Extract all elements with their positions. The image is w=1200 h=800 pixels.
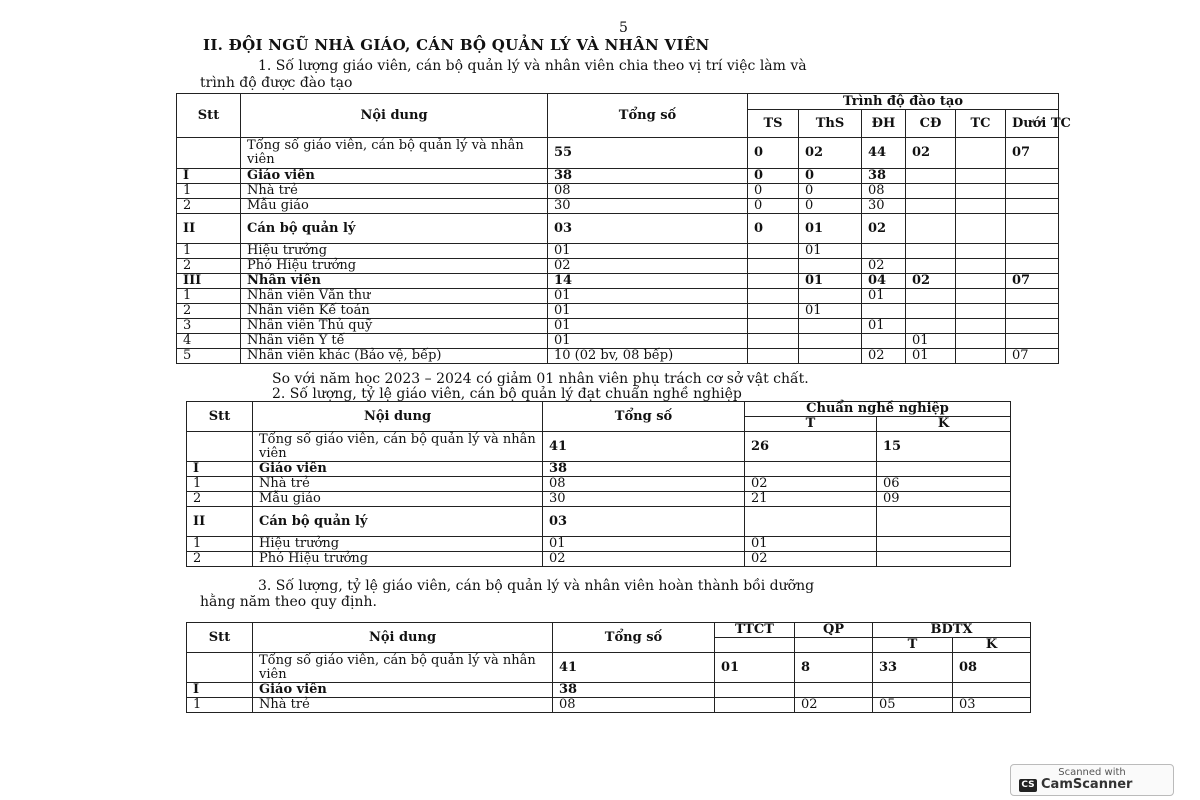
cell-value [877, 507, 1011, 537]
cell-value [748, 304, 799, 319]
cell-value: 03 [543, 507, 745, 537]
col-stt: Stt [177, 94, 241, 138]
col-total: Tổng số [548, 94, 748, 138]
watermark-top-text: Scanned with [1058, 767, 1126, 778]
cell-value [748, 274, 799, 289]
col-qp-blank [795, 638, 873, 653]
cell-stt: I [187, 462, 253, 477]
cell-stt: 2 [177, 259, 241, 274]
cell-content: Nhà trẻ [241, 184, 548, 199]
cell-value [745, 507, 877, 537]
cell-value: 0 [799, 169, 862, 184]
cell-value: 02 [799, 138, 862, 169]
table-row [187, 432, 1011, 462]
cell-value: 01 [543, 537, 745, 552]
col-k: K [953, 638, 1031, 653]
cell-value [745, 462, 877, 477]
cell-value [956, 319, 1006, 334]
cell-stt: 1 [177, 244, 241, 259]
cell-value: 0 [748, 184, 799, 199]
cell-value: 08 [543, 477, 745, 492]
cell-value [799, 319, 862, 334]
col-group-training: Trình độ đào tạo [748, 94, 1059, 110]
cell-stt: 1 [177, 184, 241, 199]
cell-value: 02 [795, 698, 873, 713]
cell-value [1006, 184, 1059, 199]
table-row [187, 683, 1031, 698]
table-row [177, 334, 1059, 349]
cell-value [862, 304, 906, 319]
cell-content: Nhân viên khác (Bảo vệ, bếp) [241, 349, 548, 364]
cell-content: Hiệu trưởng [241, 244, 548, 259]
cell-value: 0 [748, 138, 799, 169]
cell-value [1006, 319, 1059, 334]
cell-content: Tổng số giáo viên, cán bộ quản lý và nhân viên [253, 653, 553, 683]
cell-stt: 2 [177, 199, 241, 214]
cell-value: 09 [877, 492, 1011, 507]
cell-content: Mẫu giáo [241, 199, 548, 214]
col-total: Tổng số [553, 623, 715, 653]
cell-value [877, 537, 1011, 552]
cell-value: 30 [548, 199, 748, 214]
cell-value: 02 [745, 477, 877, 492]
cell-value: 0 [748, 199, 799, 214]
cell-value: 14 [548, 274, 748, 289]
col-group-standard: Chuẩn nghề nghiệp [745, 402, 1011, 417]
cell-value [748, 334, 799, 349]
cell-stt [177, 138, 241, 169]
cell-value [862, 334, 906, 349]
cell-value: 01 [548, 244, 748, 259]
cell-value: 26 [745, 432, 877, 462]
cell-content: Phó Hiệu trưởng [253, 552, 543, 567]
cell-value [795, 683, 873, 698]
cell-value [799, 259, 862, 274]
cell-value [862, 244, 906, 259]
cell-value: 01 [548, 304, 748, 319]
section2-title: 2. Số lượng, tỷ lệ giáo viên, cán bộ quản lý đạt chuẩn nghề nghiệp [272, 386, 742, 402]
cell-value: 01 [862, 289, 906, 304]
col-ts: TS [748, 110, 799, 138]
table-row [177, 304, 1059, 319]
cell-value: 06 [877, 477, 1011, 492]
cell-value [956, 244, 1006, 259]
table-row [177, 274, 1059, 289]
cell-value [1006, 199, 1059, 214]
col-t: T [873, 638, 953, 653]
cell-value: 07 [1006, 274, 1059, 289]
cell-value: 15 [877, 432, 1011, 462]
table-row [177, 184, 1059, 199]
cell-value: 01 [799, 274, 862, 289]
cell-value: 01 [862, 319, 906, 334]
cell-value: 01 [548, 319, 748, 334]
cell-value: 08 [953, 653, 1031, 683]
cell-stt: III [177, 274, 241, 289]
table-row [177, 169, 1059, 184]
col-cd: CĐ [906, 110, 956, 138]
col-total: Tổng số [543, 402, 745, 432]
cell-value: 02 [906, 274, 956, 289]
cell-value [956, 138, 1006, 169]
cell-value [748, 259, 799, 274]
col-content: Nội dung [253, 402, 543, 432]
cell-value [877, 462, 1011, 477]
table-row [187, 653, 1031, 683]
cell-value: 41 [543, 432, 745, 462]
cell-content: Phó Hiệu trưởng [241, 259, 548, 274]
table-row [187, 537, 1011, 552]
col-qp: QP [795, 623, 873, 638]
cell-value: 02 [543, 552, 745, 567]
cell-value: 07 [1006, 138, 1059, 169]
col-content: Nội dung [253, 623, 553, 653]
cell-value [799, 349, 862, 364]
page-number: 5 [619, 20, 628, 36]
cell-value [1006, 289, 1059, 304]
staff-qualification-table [176, 93, 1071, 364]
table-row [177, 244, 1059, 259]
cell-value: 0 [748, 169, 799, 184]
cell-value [1006, 334, 1059, 349]
table-row [177, 349, 1059, 364]
cell-value [906, 184, 956, 199]
cell-value [906, 259, 956, 274]
cell-value: 10 (02 bv, 08 bếp) [548, 349, 748, 364]
cell-value: 41 [553, 653, 715, 683]
cell-stt: 2 [187, 552, 253, 567]
section1-note: So với năm học 2023 – 2024 có giảm 01 nhân viên phụ trách cơ sở vật chất. [272, 371, 809, 387]
cell-stt [187, 432, 253, 462]
table-row [177, 214, 1059, 244]
col-ttct-blank [715, 638, 795, 653]
cell-value [715, 683, 795, 698]
cell-value: 0 [748, 214, 799, 244]
cell-value: 02 [906, 138, 956, 169]
cell-value [956, 184, 1006, 199]
cell-value [873, 683, 953, 698]
table-row [187, 477, 1011, 492]
cell-value [715, 698, 795, 713]
cell-value: 01 [906, 349, 956, 364]
table-row [187, 552, 1011, 567]
cell-content: Nhà trẻ [253, 698, 553, 713]
cell-value: 03 [953, 698, 1031, 713]
cell-value [1006, 304, 1059, 319]
cell-value: 02 [862, 214, 906, 244]
cell-value [906, 199, 956, 214]
section1-title-line2: trình độ được đào tạo [200, 75, 353, 91]
cell-content: Cán bộ quản lý [253, 507, 543, 537]
section3-title-line1: 3. Số lượng, tỷ lệ giáo viên, cán bộ quản lý và nhân viên hoàn thành bồi dưỡng [258, 578, 815, 594]
cell-value: 38 [553, 683, 715, 698]
cell-value: 55 [548, 138, 748, 169]
col-ths: ThS [799, 110, 862, 138]
camscanner-watermark [1010, 764, 1174, 796]
cell-value [956, 274, 1006, 289]
cell-value: 38 [548, 169, 748, 184]
section1-title-line1: 1. Số lượng giáo viên, cán bộ quản lý và nhân viên chia theo vị trí việc làm và [258, 58, 807, 74]
cell-value: 33 [873, 653, 953, 683]
cell-content: Nhân viên Kế toán [241, 304, 548, 319]
col-group-bdtx: BDTX [873, 623, 1031, 638]
table-row [187, 492, 1011, 507]
table-row [187, 462, 1011, 477]
cell-stt: 2 [187, 492, 253, 507]
cell-stt: 1 [187, 477, 253, 492]
cell-value: 8 [795, 653, 873, 683]
annual-training-table [186, 622, 1031, 713]
cell-value [906, 214, 956, 244]
cell-value: 30 [862, 199, 906, 214]
cell-value: 02 [862, 259, 906, 274]
col-k: K [877, 417, 1011, 432]
col-content: Nội dung [241, 94, 548, 138]
table-row [177, 289, 1059, 304]
cell-content: Cán bộ quản lý [241, 214, 548, 244]
cell-value: 05 [873, 698, 953, 713]
cell-value: 04 [862, 274, 906, 289]
cell-value [906, 289, 956, 304]
cell-value: 0 [799, 199, 862, 214]
cell-value: 01 [745, 537, 877, 552]
cell-value: 21 [745, 492, 877, 507]
cell-content: Nhân viên [241, 274, 548, 289]
cell-value [906, 244, 956, 259]
cell-value: 03 [548, 214, 748, 244]
cell-value [748, 244, 799, 259]
col-stt: Stt [187, 623, 253, 653]
cell-stt: II [187, 507, 253, 537]
cell-value [906, 319, 956, 334]
cell-value: 01 [799, 244, 862, 259]
col-t: T [745, 417, 877, 432]
cell-content: Giáo viên [241, 169, 548, 184]
cell-value [748, 319, 799, 334]
cell-value: 02 [548, 259, 748, 274]
cell-content: Hiệu trưởng [253, 537, 543, 552]
col-stt: Stt [187, 402, 253, 432]
table-row [177, 138, 1059, 169]
cell-stt: 2 [177, 304, 241, 319]
cell-value [877, 552, 1011, 567]
col-dh: ĐH [862, 110, 906, 138]
cell-content: Mẫu giáo [253, 492, 543, 507]
cell-value [956, 349, 1006, 364]
cell-content: Tổng số giáo viên, cán bộ quản lý và nhân viên [253, 432, 543, 462]
cell-stt: 1 [187, 537, 253, 552]
table-row [177, 199, 1059, 214]
cell-value [1006, 259, 1059, 274]
cell-value: 02 [862, 349, 906, 364]
cell-value: 44 [862, 138, 906, 169]
section-heading: II. ĐỘI NGŨ NHÀ GIÁO, CÁN BỘ QUẢN LÝ VÀ NHÂN VIÊN [203, 36, 710, 54]
cell-value: 38 [862, 169, 906, 184]
cell-value [956, 334, 1006, 349]
cell-value [799, 334, 862, 349]
table-body [177, 138, 1059, 364]
table-body [187, 653, 1031, 713]
cell-value: 02 [745, 552, 877, 567]
cell-value: 01 [799, 304, 862, 319]
table-row [177, 319, 1059, 334]
cell-value [956, 304, 1006, 319]
cell-value [1006, 169, 1059, 184]
table-row [187, 507, 1011, 537]
cell-value: 0 [799, 184, 862, 199]
col-ttct: TTCT [715, 623, 795, 638]
cell-value [956, 259, 1006, 274]
table-body [187, 432, 1011, 567]
cell-value: 01 [548, 289, 748, 304]
cell-stt: I [187, 683, 253, 698]
cell-stt: II [177, 214, 241, 244]
cell-value [956, 289, 1006, 304]
cell-value [906, 169, 956, 184]
watermark-name: CamScanner [1041, 777, 1133, 792]
cell-value: 01 [799, 214, 862, 244]
cell-content: Nhân viên Thủ quỹ [241, 319, 548, 334]
cell-value: 30 [543, 492, 745, 507]
cell-stt: 3 [177, 319, 241, 334]
cell-content: Giáo viên [253, 683, 553, 698]
cell-stt: 5 [177, 349, 241, 364]
cell-content: Nhân viên Văn thư [241, 289, 548, 304]
cell-value: 08 [862, 184, 906, 199]
cell-content: Giáo viên [253, 462, 543, 477]
camscanner-logo-icon: CS [1019, 779, 1037, 792]
cell-content: Nhân viên Y tế [241, 334, 548, 349]
cell-value [953, 683, 1031, 698]
cell-value: 01 [715, 653, 795, 683]
cell-content: Tổng số giáo viên, cán bộ quản lý và nhân viên [241, 138, 548, 169]
cell-stt: 1 [187, 698, 253, 713]
cell-value [748, 289, 799, 304]
cell-value [956, 214, 1006, 244]
table-row [187, 698, 1031, 713]
cell-value [748, 349, 799, 364]
cell-content: Nhà trẻ [253, 477, 543, 492]
col-duoi-tc: Dưới TC [1006, 110, 1059, 138]
cell-value [906, 304, 956, 319]
cell-value [1006, 214, 1059, 244]
cell-value: 08 [553, 698, 715, 713]
cell-value: 38 [543, 462, 745, 477]
cell-value [956, 169, 1006, 184]
cell-stt: I [177, 169, 241, 184]
cell-value [956, 199, 1006, 214]
cell-value [1006, 244, 1059, 259]
col-tc: TC [956, 110, 1006, 138]
cell-value [799, 289, 862, 304]
cell-value: 07 [1006, 349, 1059, 364]
professional-standard-table [186, 401, 1011, 567]
cell-value: 08 [548, 184, 748, 199]
cell-value: 01 [548, 334, 748, 349]
cell-stt: 1 [177, 289, 241, 304]
section3-title-line2: hằng năm theo quy định. [200, 594, 377, 610]
cell-stt [187, 653, 253, 683]
cell-value: 01 [906, 334, 956, 349]
table-row [177, 259, 1059, 274]
cell-stt: 4 [177, 334, 241, 349]
